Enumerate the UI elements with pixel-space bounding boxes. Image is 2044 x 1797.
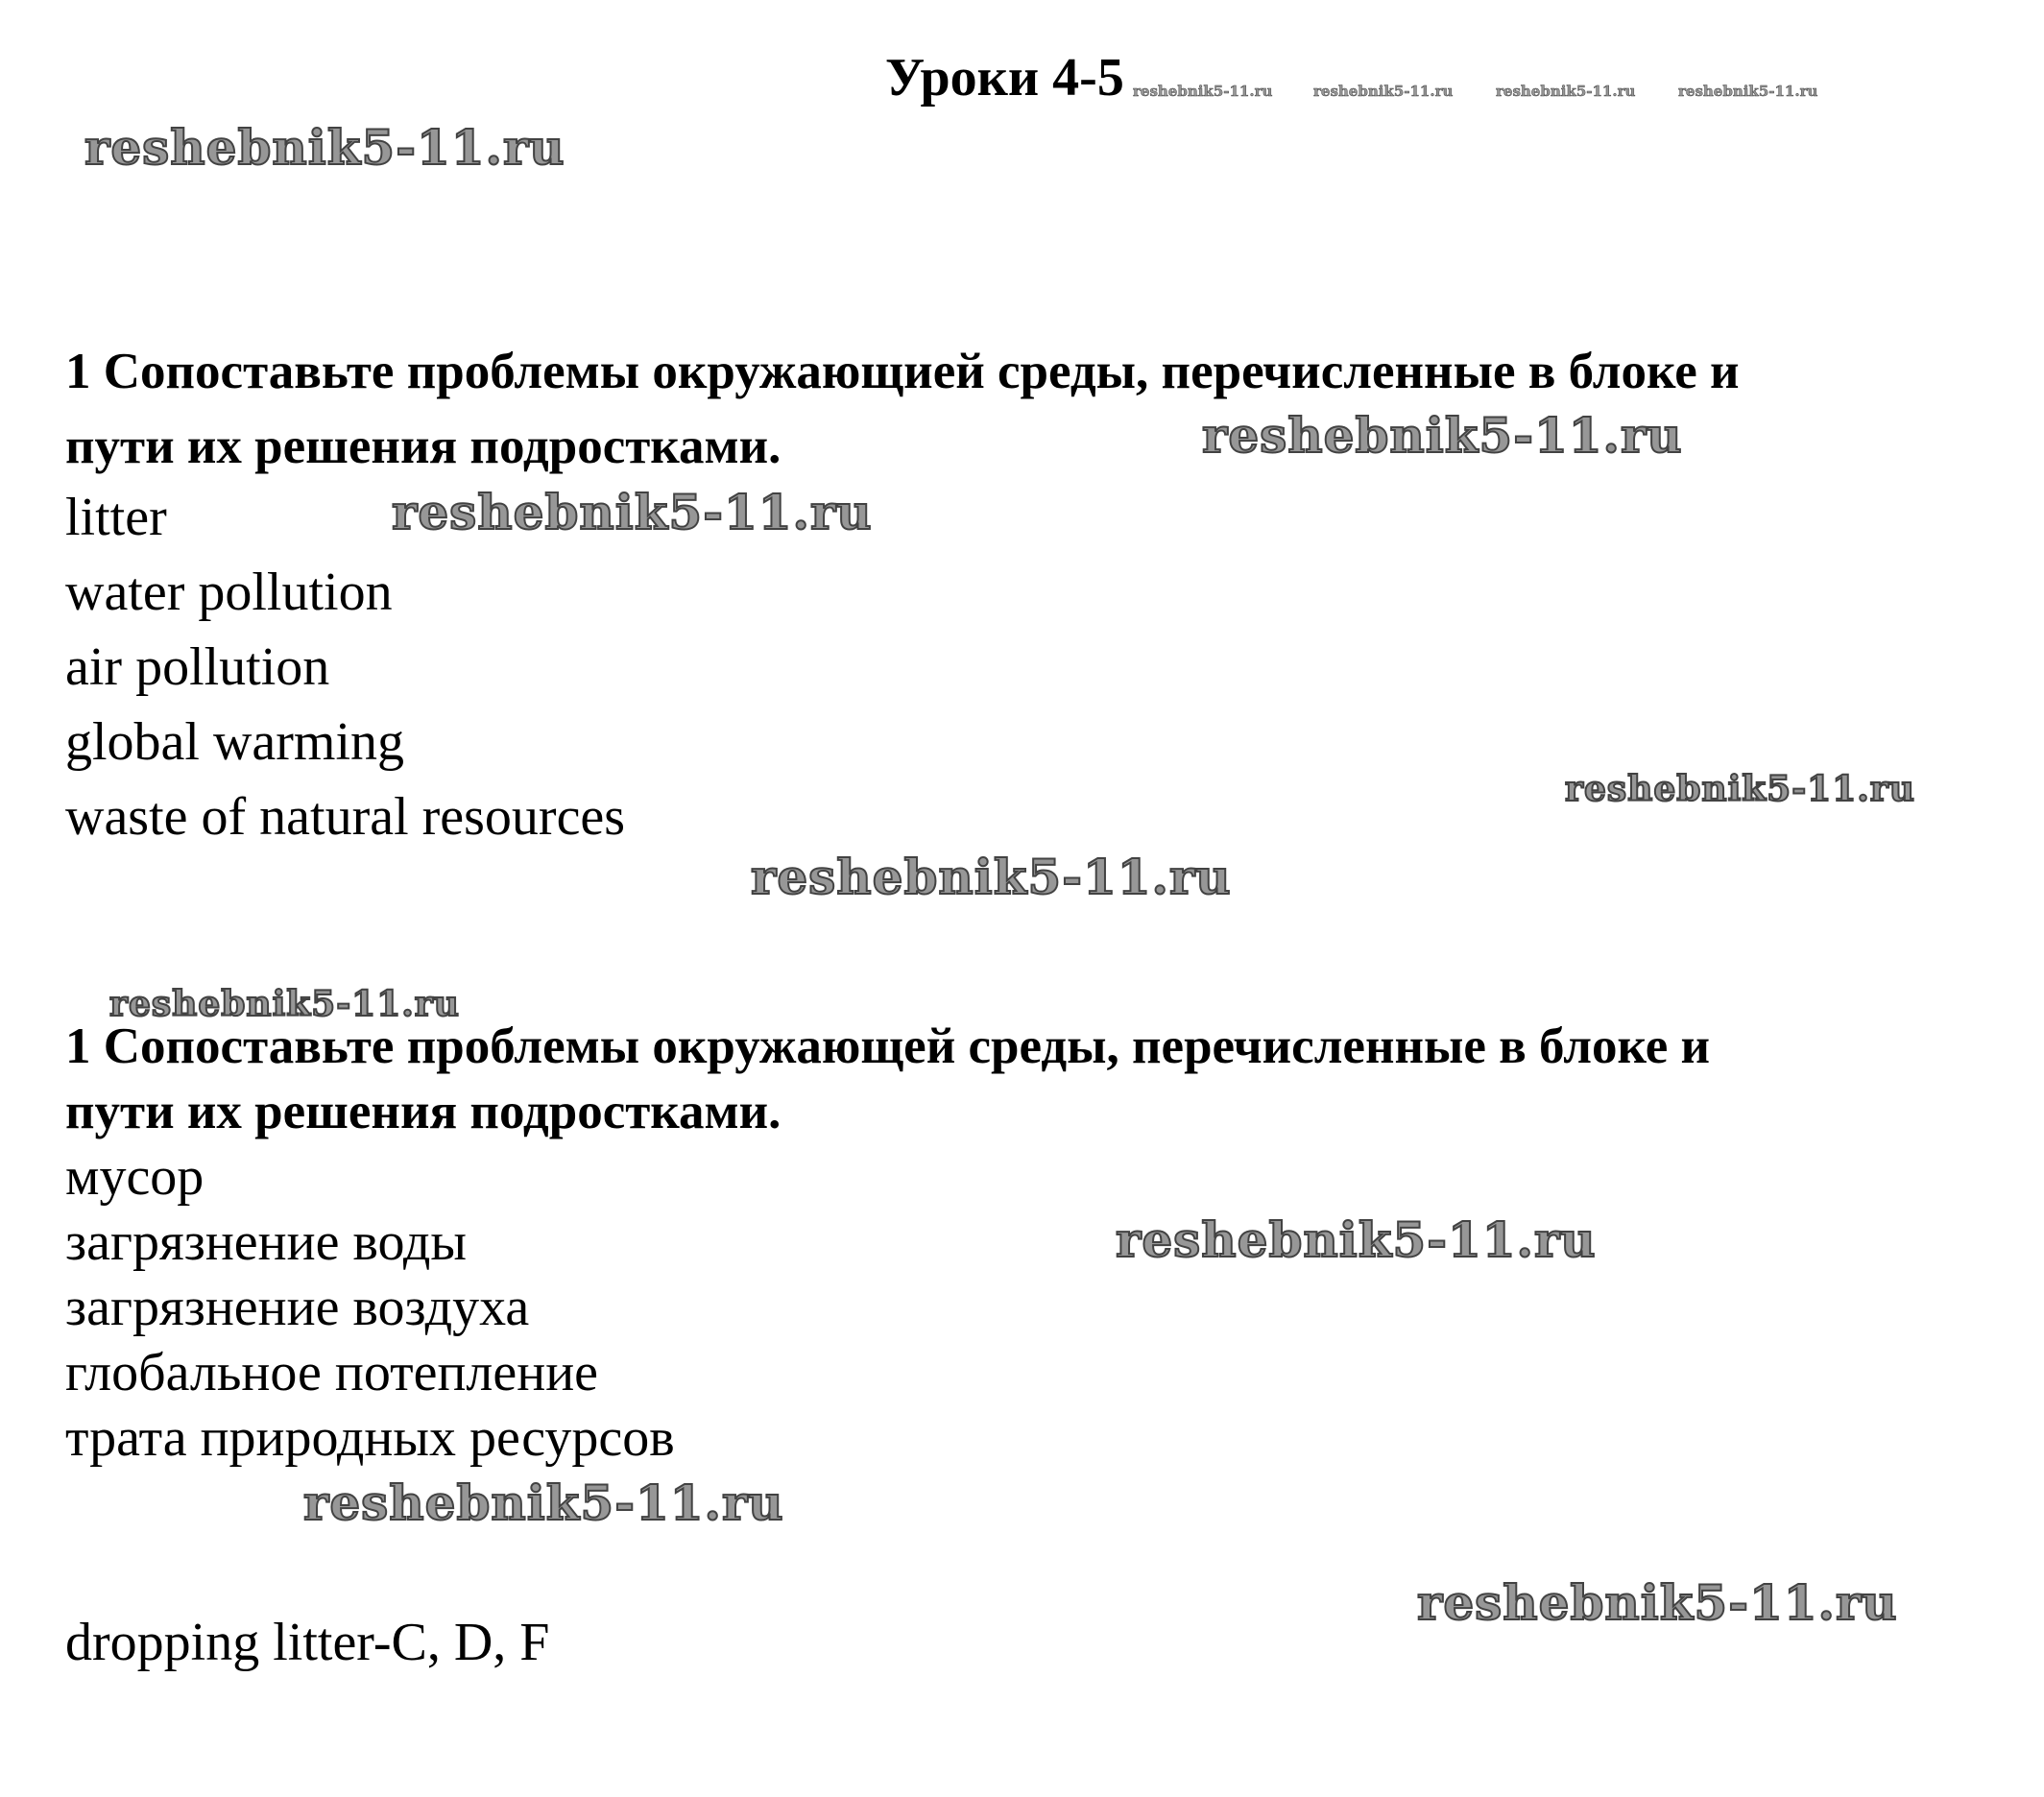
list-item: waste of natural resources [65,787,626,847]
watermark-tiny-2: reshebnik5-11.ru [1313,83,1454,100]
problem-list-ru [65,1144,675,1471]
list-item: global warming [65,712,405,772]
watermark-tiny-3: reshebnik5-11.ru [1496,83,1636,100]
task-heading-en-line2: пути их решения подростками. [65,419,782,474]
answer-text: dropping litter-C, D, F [65,1613,550,1672]
watermark-list-en: reshebnik5-11.ru [392,484,873,540]
watermark-center: reshebnik5-11.ru [751,849,1232,905]
list-item: загрязнение воздуха [65,1278,530,1337]
watermark-right-middle: reshebnik5-11.ru [1565,769,1915,809]
list-item: трата природных ресурсов [65,1408,675,1468]
watermark-top-left: reshebnik5-11.ru [84,119,565,176]
task-heading-ru-line2: пути их решения подростками. [65,1084,782,1139]
task-heading-ru [65,1014,1985,1144]
watermark-heading-right: reshebnik5-11.ru [1202,407,1683,464]
list-item: мусор [65,1147,204,1207]
watermark-tiny-1: reshebnik5-11.ru [1133,83,1273,100]
page-title: Уроки 4-5 [885,48,1124,108]
watermark-bottom-right: reshebnik5-11.ru [1417,1574,1898,1631]
watermark-list-ru-bottom: reshebnik5-11.ru [303,1474,784,1531]
list-item: litter [65,488,167,547]
list-item: загрязнение воды [65,1212,468,1272]
list-item: water pollution [65,563,393,622]
watermark-list-ru-right: reshebnik5-11.ru [1116,1211,1597,1268]
task-heading-ru-line1: 1 Сопоставьте проблемы окружающей среды, перечисленные в блоке и [65,1018,1711,1074]
watermark-left-middle: reshebnik5-11.ru [109,984,460,1024]
watermark-tiny-4: reshebnik5-11.ru [1678,83,1818,100]
task-heading-en [65,334,1985,484]
task-heading-en-line1: 1 Сопоставьте проблемы окружающией среды, перечисленные в блоке и [65,344,1740,399]
list-item: air pollution [65,637,330,697]
list-item: глобальное потепление [65,1343,599,1402]
